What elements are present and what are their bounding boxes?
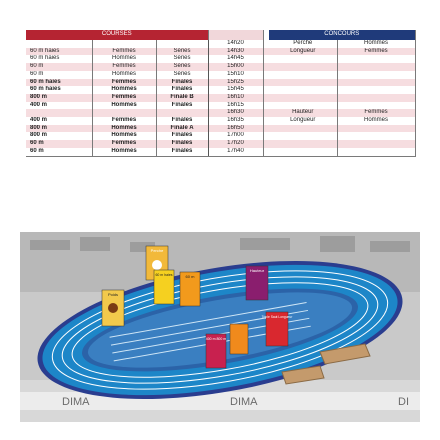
event-cell: 60 m haies [26,79,92,87]
time-cell: 16h10 [208,94,263,102]
event-cell: 800 m [26,125,92,133]
flag-label-sprint: 60 m [185,274,195,279]
schedule-table [26,30,416,157]
field-category-cell [337,63,415,71]
round-cell: Finales [156,79,208,87]
time-cell: 14h20 [208,40,263,48]
event-cell: 400 m [26,117,92,125]
field-category-cell [337,132,415,140]
table-row [26,48,415,56]
field-category-cell: Femmes [337,48,415,56]
table-row [26,140,415,148]
round-cell: Finales [156,140,208,148]
event-cell: 60 m [26,63,92,71]
table-row [26,148,415,156]
field-event-cell: Longueur [269,117,337,125]
field-category-cell [337,102,415,110]
field-category-cell [337,71,415,79]
round-cell: Finale B [156,94,208,102]
field-event-cell: Hauteur [269,109,337,117]
time-cell: 17h40 [208,148,263,156]
event-cell: 60 m haies [26,48,92,56]
round-cell: Finales [156,102,208,110]
round-cell: Finale A [156,125,208,133]
event-cell: 60 m haies [26,55,92,63]
time-header [208,30,263,40]
courses-header: COURSES [26,30,208,40]
table-row [26,125,415,133]
sponsor-text-1: DIMA [62,396,90,408]
table-row [26,40,415,48]
field-category-cell [337,148,415,156]
round-cell: Finales [156,132,208,140]
field-category-cell: Hommes [337,117,415,125]
category-cell: Hommes [92,71,156,79]
event-cell: 60 m [26,148,92,156]
time-cell: 16h50 [208,125,263,133]
field-category-cell [337,140,415,148]
field-event-cell [269,79,337,87]
category-cell: Femmes [92,79,156,87]
table-header-row [26,30,415,40]
flag-extra [230,324,248,354]
concours-header: CONCOURS [269,30,415,40]
round-cell [156,109,208,117]
flag-sprint [180,272,200,306]
field-event-cell [269,94,337,102]
field-category-cell [337,55,415,63]
field-event-cell [269,63,337,71]
table-row [26,86,415,94]
table-row [26,132,415,140]
round-cell [156,40,208,48]
field-category-cell: Femmes [337,109,415,117]
field-category-cell [337,94,415,102]
category-cell: Hommes [92,132,156,140]
field-event-cell: Longueur [269,48,337,56]
table-row [26,102,415,110]
event-cell: 800 m [26,132,92,140]
time-cell: 17h00 [208,132,263,140]
table-row [26,109,415,117]
round-cell: Séries [156,48,208,56]
time-cell: 15h25 [208,79,263,87]
field-category-cell [337,79,415,87]
event-cell: 800 m [26,94,92,102]
flag-label-triple: Triple Saut Longueur [261,315,293,319]
event-cell [26,40,92,48]
field-category-cell: Hommes [337,40,415,48]
event-cell: 60 m [26,71,92,79]
time-cell: 16h30 [208,109,263,117]
flag-label-hauteur: Hauteur [249,268,265,273]
sponsor-text-3: DI [398,396,409,408]
event-cell [26,109,92,117]
time-cell: 17h20 [208,140,263,148]
flag-haies [154,270,174,304]
category-cell: Femmes [92,117,156,125]
round-cell: Séries [156,55,208,63]
field-event-cell [269,71,337,79]
flag-label-poids: Poids [107,292,119,297]
category-cell [92,109,156,117]
flag-label-haies: 60 m haies [155,273,173,277]
field-category-cell [337,86,415,94]
time-cell: 14h30 [208,48,263,56]
field-event-cell [269,132,337,140]
time-cell: 15h45 [208,86,263,94]
category-cell: Hommes [92,148,156,156]
category-cell [92,40,156,48]
table-row [26,55,415,63]
category-cell: Hommes [92,125,156,133]
round-cell: Séries [156,71,208,79]
round-cell: Séries [156,63,208,71]
category-cell: Hommes [92,86,156,94]
field-event-cell [269,148,337,156]
table-row [26,63,415,71]
event-cell: 60 m haies [26,86,92,94]
time-cell: 14h45 [208,55,263,63]
field-event-cell [269,86,337,94]
flag-distance [206,334,227,368]
category-cell: Femmes [92,63,156,71]
field-event-cell [269,55,337,63]
table-row [26,79,415,87]
category-cell: Femmes [92,94,156,102]
field-event-cell [269,140,337,148]
table-row [26,94,415,102]
round-cell: Finales [156,148,208,156]
time-cell: 15h00 [208,63,263,71]
event-cell: 60 m [26,140,92,148]
flag-hauteur [246,266,268,300]
table-row [26,71,415,79]
category-cell: Hommes [92,55,156,63]
time-cell: 16h35 [208,117,263,125]
flag-label-perche: Perche [150,248,164,253]
event-cell: 400 m [26,102,92,110]
category-cell: Femmes [92,48,156,56]
field-category-cell [337,125,415,133]
category-cell: Hommes [92,102,156,110]
field-event-cell [269,102,337,110]
time-cell: 16h15 [208,102,263,110]
field-event-cell: Perche [269,40,337,48]
field-event-cell [269,125,337,133]
round-cell: Finales [156,86,208,94]
flag-label-distance: 400 m 800 m [205,337,227,341]
stadium-map [20,232,420,422]
flag-poids [102,290,124,326]
category-cell: Femmes [92,140,156,148]
round-cell: Finales [156,117,208,125]
time-cell: 15h10 [208,71,263,79]
table-row [26,117,415,125]
sponsor-text-2: DIMA [230,396,258,408]
